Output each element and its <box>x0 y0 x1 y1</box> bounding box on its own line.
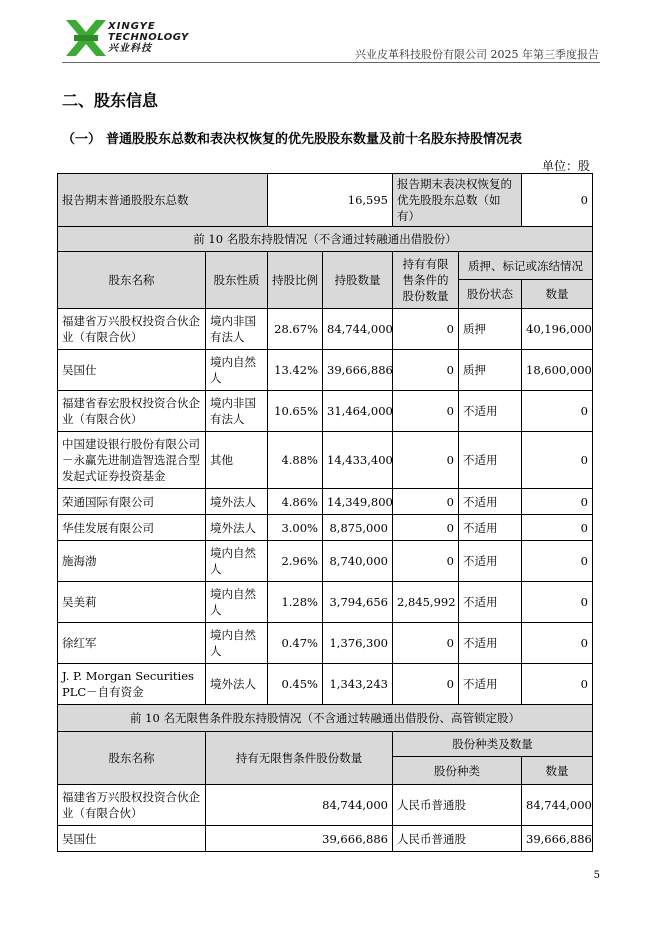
unrestricted-title-row <box>58 705 593 732</box>
cell-restricted: 0 <box>393 350 459 391</box>
cell-ratio: 2.96% <box>268 541 323 582</box>
cell-name: 吴美莉 <box>58 582 206 623</box>
unrestricted-title: 前 10 名无限售条件股东持股情况（不含通过转融通出借股份、高管锁定股） <box>58 705 593 732</box>
cell-amount: 18,600,000 <box>522 350 593 391</box>
cell-qty: 84,744,000 <box>323 309 393 350</box>
cell-ratio: 13.42% <box>268 350 323 391</box>
cell-nature: 境外法人 <box>206 664 268 705</box>
cell-status: 不适用 <box>459 582 522 623</box>
page-number: 5 <box>593 870 600 881</box>
cell-restricted: 0 <box>393 541 459 582</box>
sub-section-number: （一） <box>62 132 102 147</box>
cell-status: 不适用 <box>459 489 522 515</box>
cell-name: 华佳发展有限公司 <box>58 515 206 541</box>
top10-title-row <box>58 227 593 252</box>
logo-text-technology: TECHNOLOGY <box>108 32 189 43</box>
u-col-header-qty: 持有无限售条件股份数量 <box>206 732 393 785</box>
cell-amount: 0 <box>522 515 593 541</box>
cell-ratio: 3.00% <box>268 515 323 541</box>
summary-row <box>58 174 593 227</box>
cell-qty: 39,666,886 <box>323 350 393 391</box>
cell-amount: 40,196,000 <box>522 309 593 350</box>
total-holders-value: 16,595 <box>268 174 393 227</box>
cell-nature: 境内自然人 <box>206 350 268 391</box>
cell-status: 质押 <box>459 309 522 350</box>
cell-amount: 0 <box>522 391 593 432</box>
cell-restricted: 0 <box>393 623 459 664</box>
cell-amount: 0 <box>522 623 593 664</box>
cell-status: 不适用 <box>459 623 522 664</box>
table-row <box>58 785 593 826</box>
cell-status: 不适用 <box>459 541 522 582</box>
u-col-header-kind-group: 股份种类及数量 <box>393 732 593 757</box>
cell-restricted: 0 <box>393 515 459 541</box>
cell-ratio: 10.65% <box>268 391 323 432</box>
u-cell-qty: 84,744,000 <box>206 785 393 826</box>
col-header-qty: 持股数量 <box>323 252 393 309</box>
u-cell-amount: 84,744,000 <box>522 785 593 826</box>
top10-header-row <box>58 252 593 280</box>
table-row <box>58 826 593 852</box>
u-cell-name: 吴国仕 <box>58 826 206 852</box>
preferred-holders-label: 报告期末表决权恢复的优先股股东总数（如有） <box>393 174 522 227</box>
table-row <box>58 515 593 541</box>
cell-nature: 境内自然人 <box>206 541 268 582</box>
col-header-amount: 数量 <box>522 280 593 309</box>
cell-qty: 31,464,000 <box>323 391 393 432</box>
cell-qty: 1,376,300 <box>323 623 393 664</box>
cell-status: 不适用 <box>459 391 522 432</box>
cell-name: 吴国仕 <box>58 350 206 391</box>
u-cell-qty: 39,666,886 <box>206 826 393 852</box>
u-cell-kind: 人民币普通股 <box>393 826 522 852</box>
col-header-status: 股份状态 <box>459 280 522 309</box>
cell-status: 质押 <box>459 350 522 391</box>
logo-text-cn: 兴业科技 <box>108 43 152 54</box>
table-row <box>58 582 593 623</box>
u-col-header-kind: 股份种类 <box>393 757 522 785</box>
table-row <box>58 541 593 582</box>
cell-name: 施海渤 <box>58 541 206 582</box>
cell-nature: 境内自然人 <box>206 582 268 623</box>
cell-status: 不适用 <box>459 664 522 705</box>
table-row <box>58 489 593 515</box>
cell-ratio: 0.47% <box>268 623 323 664</box>
cell-ratio: 4.86% <box>268 489 323 515</box>
cell-restricted: 0 <box>393 391 459 432</box>
cell-qty: 3,794,656 <box>323 582 393 623</box>
cell-restricted: 0 <box>393 489 459 515</box>
col-header-pledge: 质押、标记或冻结情况 <box>459 252 593 280</box>
cell-restricted: 0 <box>393 664 459 705</box>
cell-qty: 14,433,400 <box>323 432 393 489</box>
cell-amount: 0 <box>522 664 593 705</box>
cell-amount: 0 <box>522 582 593 623</box>
table-row <box>58 350 593 391</box>
table-row <box>58 391 593 432</box>
cell-name: 中国建设银行股份有限公司－永赢先进制造智选混合型发起式证券投资基金 <box>58 432 206 489</box>
cell-nature: 境内非国有法人 <box>206 309 268 350</box>
unrestricted-header-row <box>58 732 593 757</box>
cell-amount: 0 <box>522 432 593 489</box>
cell-nature: 境外法人 <box>206 489 268 515</box>
header-divider <box>62 62 600 63</box>
u-col-header-name: 股东名称 <box>58 732 206 785</box>
cell-qty: 1,343,243 <box>323 664 393 705</box>
cell-name: 福建省春宏股权投资合伙企业（有限合伙） <box>58 391 206 432</box>
cell-qty: 8,740,000 <box>323 541 393 582</box>
u-col-header-amount: 数量 <box>522 757 593 785</box>
cell-name: 荣通国际有限公司 <box>58 489 206 515</box>
cell-nature: 境内非国有法人 <box>206 391 268 432</box>
report-header-title: 兴业皮革科技股份有限公司 2025 年第三季度报告 <box>355 48 599 61</box>
u-cell-kind: 人民币普通股 <box>393 785 522 826</box>
cell-restricted: 2,845,992 <box>393 582 459 623</box>
cell-ratio: 4.88% <box>268 432 323 489</box>
cell-status: 不适用 <box>459 515 522 541</box>
cell-ratio: 1.28% <box>268 582 323 623</box>
cell-name: J. P. Morgan Securities PLC－自有资金 <box>58 664 206 705</box>
shareholder-table <box>57 173 593 852</box>
col-header-ratio: 持股比例 <box>268 252 323 309</box>
cell-restricted: 0 <box>393 309 459 350</box>
unit-label: 单位：股 <box>541 159 590 173</box>
section-title: 二、股东信息 <box>62 91 159 110</box>
u-cell-amount: 39,666,886 <box>522 826 593 852</box>
cell-qty: 8,875,000 <box>323 515 393 541</box>
table-row <box>58 623 593 664</box>
col-header-restricted: 持有有限售条件的股份数量 <box>393 252 459 309</box>
cell-qty: 14,349,800 <box>323 489 393 515</box>
sub-section-title <box>62 128 522 147</box>
col-header-name: 股东名称 <box>58 252 206 309</box>
cell-name: 徐红军 <box>58 623 206 664</box>
cell-nature: 境外法人 <box>206 515 268 541</box>
col-header-nature: 股东性质 <box>206 252 268 309</box>
total-holders-label: 报告期末普通股股东总数 <box>58 174 268 227</box>
cell-nature: 其他 <box>206 432 268 489</box>
table-row <box>58 432 593 489</box>
cell-ratio: 28.67% <box>268 309 323 350</box>
preferred-holders-value: 0 <box>522 174 593 227</box>
table-row <box>58 664 593 705</box>
logo-text-xingye: XINGYE <box>108 21 156 32</box>
top10-title: 前 10 名股东持股情况（不含通过转融通出借股份） <box>58 227 593 252</box>
cell-amount: 0 <box>522 489 593 515</box>
cell-amount: 0 <box>522 541 593 582</box>
cell-ratio: 0.45% <box>268 664 323 705</box>
u-cell-name: 福建省万兴股权投资合伙企业（有限合伙） <box>58 785 206 826</box>
cell-status: 不适用 <box>459 432 522 489</box>
cell-nature: 境内自然人 <box>206 623 268 664</box>
cell-restricted: 0 <box>393 432 459 489</box>
table-row <box>58 309 593 350</box>
cell-name: 福建省万兴股权投资合伙企业（有限合伙） <box>58 309 206 350</box>
sub-section-text: 普通股股东总数和表决权恢复的优先股股东数量及前十名股东持股情况表 <box>106 132 523 147</box>
